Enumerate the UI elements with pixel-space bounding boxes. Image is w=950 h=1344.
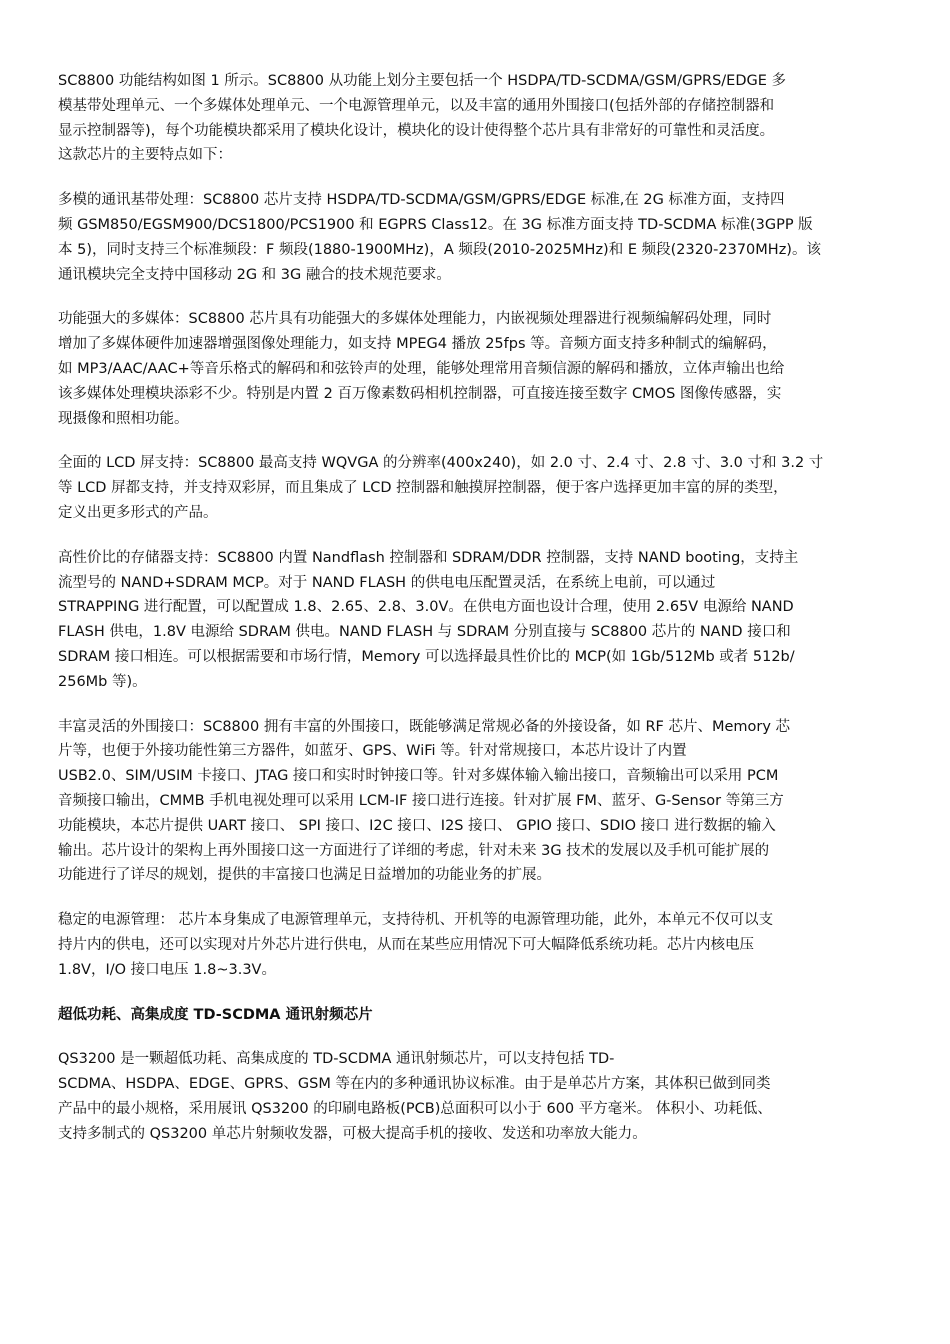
text-line: 通讯模块完全支持中国移动 2G 和 3G 融合的技术规范要求。 — [58, 266, 451, 283]
paragraph-multimedia — [58, 307, 896, 431]
text-line: 音频接口输出，CMMB 手机电视处理可以采用 LCM-IF 接口进行连接。针对扩展 FM、蓝牙、G-Sensor 等第三方 — [58, 792, 784, 809]
text-line: 256Mb 等)。 — [58, 673, 147, 690]
text-line: 片等，也便于外接功能性第三方器件，如蓝牙、GPS、WiFi 等。针对常规接口，本芯片设计了内置 — [58, 743, 687, 760]
heading-text: 超低功耗、高集成度 TD-SCDMA 通讯射频芯片 — [58, 1006, 373, 1023]
text-line: STRAPPING 进行配置，可以配置成 1.8、2.65、2.8、3.0V。在供电方面也设计合理，使用 2.65V 电源给 NAND — [58, 599, 794, 616]
paragraph-qs3200 — [58, 1047, 896, 1146]
text-line: 多模的通讯基带处理：SC8800 芯片支持 HSDPA/TD-SCDMA/GSM/GPRS/EDGE 标准,在 2G 标准方面，支持四 — [58, 192, 785, 209]
paragraph-baseband — [58, 188, 896, 287]
paragraph-intro — [58, 69, 896, 168]
text-line: 显示控制器等)，每个功能模块都采用了模块化设计，模块化的设计使得整个芯片具有非常好的可靠性和灵活度。 — [58, 122, 775, 139]
text-line: 这款芯片的主要特点如下： — [58, 147, 232, 164]
text-line: 功能进行了详尽的规划，提供的丰富接口也满足日益增加的功能业务的扩展。 — [58, 867, 551, 884]
text-line: FLASH 供电，1.8V 电源给 SDRAM 供电。NAND FLASH 与 SDRAM 分别直接与 SC8800 芯片的 NAND 接口和 — [58, 624, 791, 641]
text-line: USB2.0、SIM/USIM 卡接口、JTAG 接口和实时时钟接口等。针对多媒体输入输出接口，音频输出可以采用 PCM — [58, 768, 779, 785]
text-line: SDRAM 接口相连。可以根据需要和市场行情，Memory 可以选择最具性价比的 MCP(如 1Gb/512Mb 或者 512b/ — [58, 648, 795, 665]
text-line: 增加了多媒体硬件加速器增强图像处理能力，如支持 MPEG4 播放 25fps 等。音频方面支持多种制式的编解码， — [58, 336, 777, 353]
text-line: 1.8V，I/O 接口电压 1.8~3.3V。 — [58, 961, 276, 978]
paragraph-power — [58, 908, 896, 982]
paragraph-lcd — [58, 451, 896, 525]
text-line: 等 LCD 屏都支持，并支持双彩屏，而且集成了 LCD 控制器和触摸屏控制器，便于客户选择更加丰富的屏的类型， — [58, 480, 788, 497]
text-line: 流型号的 NAND+SDRAM MCP。对于 NAND FLASH 的供电电压配置灵活，在系统上电前，可以通过 — [58, 574, 716, 591]
text-line: 产品中的最小规格，采用展讯 QS3200 的印刷电路板(PCB)总面积可以小于 600 平方毫米。 体积小、功耗低、 — [58, 1100, 772, 1117]
text-line: SCDMA、HSDPA、EDGE、GPRS、GSM 等在内的多种通讯协议标准。由于是单芯片方案，其体积已做到同类 — [58, 1076, 771, 1093]
text-line: 本 5)，同时支持三个标准频段：F 频段(1880-1900MHz)，A 频段(2010-2025MHz)和 E 频段(2320-2370MHz)。该 — [58, 241, 821, 258]
text-line: QS3200 是一颗超低功耗、高集成度的 TD-SCDMA 通讯射频芯片，可以支持包括 TD- — [58, 1051, 615, 1068]
text-line: 现摄像和照相功能。 — [58, 410, 189, 427]
text-line: 该多媒体处理模块添彩不少。特别是内置 2 百万像素数码相机控制器，可直接连接至数字 CMOS 图像传感器，实 — [58, 385, 782, 402]
text-line: 频 GSM850/EGSM900/DCS1800/PCS1900 和 EGPRS Class12。在 3G 标准方面支持 TD-SCDMA 标准(3GPP 版 — [58, 216, 813, 233]
text-line: 定义出更多形式的产品。 — [58, 504, 218, 521]
section-heading — [58, 1003, 896, 1028]
text-line: 功能模块，本芯片提供 UART 接口、 SPI 接口、I2C 接口、I2S 接口、 GPIO 接口、SDIO 接口 进行数据的输入 — [58, 817, 776, 834]
paragraph-memory — [58, 546, 896, 695]
document-body — [58, 69, 896, 1166]
text-line: 如 MP3/AAC/AAC+等音乐格式的解码和和弦铃声的处理，能够处理常用音频信源的解码和播放，立体声输出也给 — [58, 360, 785, 377]
text-line: 模基带处理单元、一个多媒体处理单元、一个电源管理单元，以及丰富的通用外围接口(包括外部的存储控制器和 — [58, 97, 775, 114]
text-line: SC8800 功能结构如图 1 所示。SC8800 从功能上划分主要包括一个 HSDPA/TD-SCDMA/GSM/GPRS/EDGE 多 — [58, 73, 786, 89]
text-line: 丰富灵活的外围接口：SC8800 拥有丰富的外围接口，既能够满足常规必备的外接设备，如 RF 芯片、Memory 芯 — [58, 718, 791, 735]
text-line: 全面的 LCD 屏支持：SC8800 最高支持 WQVGA 的分辨率(400x240)，如 2.0 寸、2.4 寸、2.8 寸、3.0 寸和 3.2 寸 — [58, 455, 824, 472]
text-line: 持片内的供电，还可以实现对片外芯片进行供电，从而在某些应用情况下可大幅降低系统功耗。芯片内核电压 — [58, 936, 754, 953]
text-line: 输出。芯片设计的架构上再外围接口这一方面进行了详细的考虑，针对未来 3G 技术的发展以及手机可能扩展的 — [58, 842, 770, 859]
paragraph-interfaces — [58, 715, 896, 889]
text-line: 功能强大的多媒体：SC8800 芯片具有功能强大的多媒体处理能力，内嵌视频处理器进行视频编解码处理，同时 — [58, 311, 772, 328]
text-line: 支持多制式的 QS3200 单芯片射频收发器，可极大提高手机的接收、发送和功率放大能力。 — [58, 1125, 647, 1142]
text-line: 稳定的电源管理： 芯片本身集成了电源管理单元，支持待机、开机等的电源管理功能，此外，本单元不仅可以支 — [58, 912, 774, 929]
text-line: 高性价比的存储器支持：SC8800 内置 Nandflash 控制器和 SDRAM/DDR 控制器，支持 NAND booting，支持主 — [58, 549, 799, 566]
